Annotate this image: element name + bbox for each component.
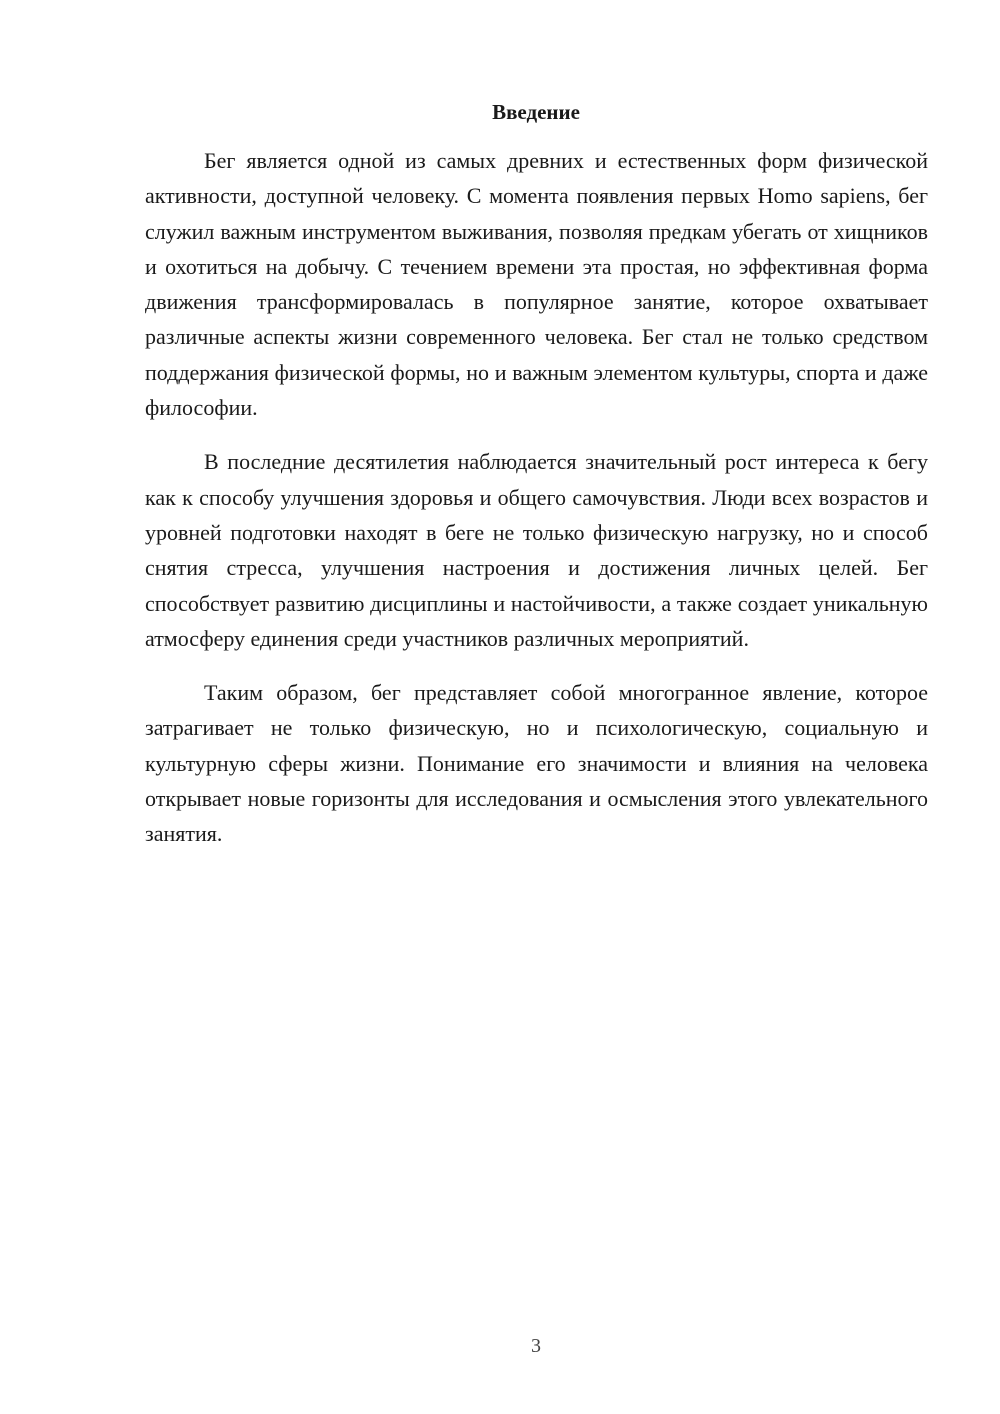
paragraph-1: Бег является одной из самых древних и естественных форм физической активности, доступной человеку. С момента появления первых Homo sapiens, бег служил важным инструментом выживания, позволяя предкам убегать от хищников и охотиться на добычу. С течением времени эта простая, но эффективная форма движения трансформировалась в популярное занятие, которое охватывает различные аспекты жизни современного человека. Бег стал не только средством поддержания физической формы, но и важным элементом культуры, спорта и даже философии. [145, 148, 928, 421]
paragraph-3: Таким образом, бег представляет собой многогранное явление, которое затрагивает не только физическую, но и психологическую, социальную и культурную сферы жизни. Понимание его значимости и влияния на человека открывает новые горизонты для исследования и осмысления этого увлекательного занятия. [145, 680, 928, 847]
section-title: Введение [492, 100, 580, 124]
paragraph-2: В последние десятилетия наблюдается значительный рост интереса к бегу как к способу улучшения здоровья и общего самочувствия. Люди всех возрастов и уровней подготовки находят в беге не только физическую нагрузку, но и способ снятия стресса, улучшения настроения и достижения личных целей. Бег способствует развитию дисциплины и настойчивости, а также создает уникальную атмосферу единения среди участников различных мероприятий. [145, 449, 928, 651]
page-number: 3 [531, 1335, 541, 1357]
body-text [145, 143, 928, 871]
